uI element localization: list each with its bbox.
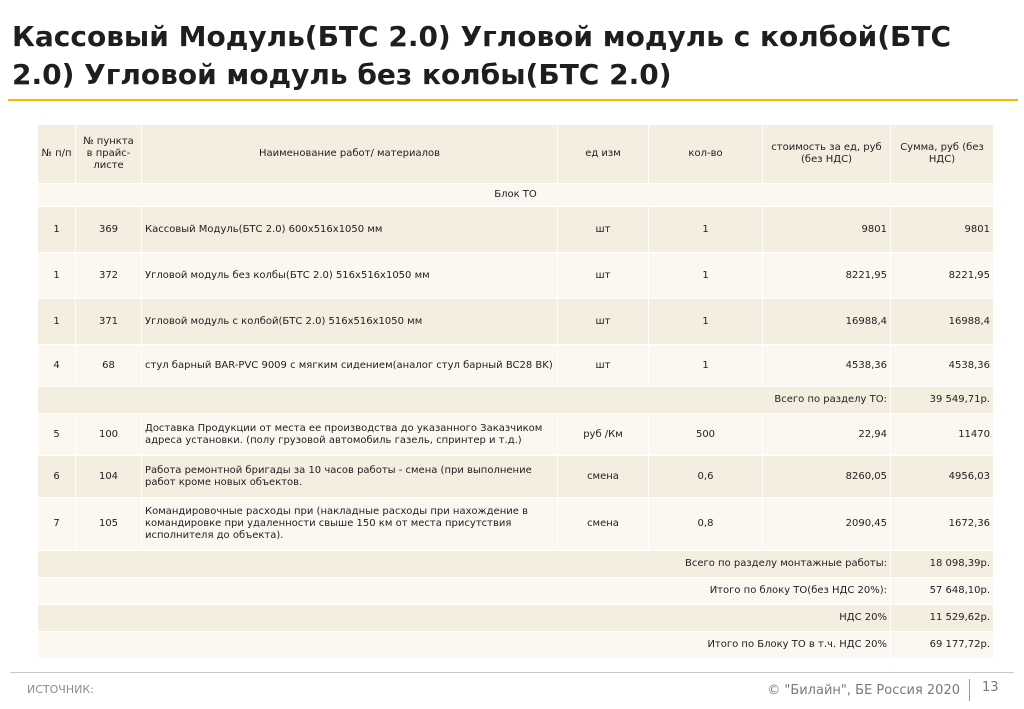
cell-name: Угловой модуль без колбы(БТС 2.0) 516x516x1050 мм <box>142 253 558 299</box>
cell-sum: 4956,03 <box>891 456 994 498</box>
cell-num: 1 <box>38 299 76 345</box>
page-number-divider <box>969 679 970 701</box>
page-title: Кассовый Модуль(БТС 2.0) Угловой модуль с колбой(БТС 2.0) Угловой модуль без колбы(БТС 2.0) <box>12 20 951 91</box>
total-row-with-vat <box>38 632 994 659</box>
cell-sum: 4538,36 <box>891 345 994 387</box>
total-value: 11 529,62р. <box>891 605 994 632</box>
cell-name: Угловой модуль с колбой(БТС 2.0) 516x516x1050 мм <box>142 299 558 345</box>
total-value: 69 177,72р. <box>891 632 994 659</box>
cell-price: 4538,36 <box>763 345 891 387</box>
table-row <box>38 345 994 387</box>
total-row-vat <box>38 605 994 632</box>
table-row <box>38 498 994 551</box>
source-label: ИСТОЧНИК: <box>27 683 94 696</box>
cell-price: 22,94 <box>763 414 891 456</box>
cell-qty: 0,8 <box>649 498 763 551</box>
cell-price: 2090,45 <box>763 498 891 551</box>
total-row-without-vat <box>38 578 994 605</box>
cell-unit: шт <box>558 207 649 253</box>
block-row <box>38 184 994 207</box>
cell-ref: 371 <box>76 299 142 345</box>
header-qty: кол-во <box>649 125 763 184</box>
cell-name: Командировочные расходы при (накладные расходы при нахождение в командировке при удаленности свыше 150 км от места присутствия исполнителя до объекта). <box>142 498 558 551</box>
cell-num: 7 <box>38 498 76 551</box>
table-header-row <box>38 125 994 184</box>
table-row <box>38 253 994 299</box>
section-total-value: 39 549,71р. <box>891 387 994 414</box>
cell-ref: 105 <box>76 498 142 551</box>
cell-qty: 0,6 <box>649 456 763 498</box>
cell-sum: 8221,95 <box>891 253 994 299</box>
total-label: НДС 20% <box>38 605 891 632</box>
cell-num: 4 <box>38 345 76 387</box>
copyright-text: © "Билайн", БЕ Россия 2020 <box>767 683 960 698</box>
cell-unit: шт <box>558 345 649 387</box>
total-label: Итого по блоку ТО(без НДС 20%): <box>38 578 891 605</box>
cell-qty: 500 <box>649 414 763 456</box>
cell-unit: руб /Км <box>558 414 649 456</box>
header-unit: ед изм <box>558 125 649 184</box>
cell-qty: 1 <box>649 253 763 299</box>
cell-ref: 68 <box>76 345 142 387</box>
header-price: стоимость за ед, руб (без НДС) <box>763 125 891 184</box>
cell-qty: 1 <box>649 299 763 345</box>
cell-sum: 1672,36 <box>891 498 994 551</box>
cell-qty: 1 <box>649 207 763 253</box>
cell-price: 8260,05 <box>763 456 891 498</box>
block-label: Блок ТО <box>38 184 994 207</box>
page-number: 13 <box>982 680 999 695</box>
cell-price: 8221,95 <box>763 253 891 299</box>
table-row <box>38 207 994 253</box>
cell-num: 1 <box>38 207 76 253</box>
estimate-table <box>37 124 994 659</box>
cell-qty: 1 <box>649 345 763 387</box>
cell-name: Работа ремонтной бригады за 10 часов работы - смена (при выполнение работ кроме новых объектов. <box>142 456 558 498</box>
header-num: № п/п <box>38 125 76 184</box>
total-value: 57 648,10р. <box>891 578 994 605</box>
cell-num: 6 <box>38 456 76 498</box>
cell-sum: 11470 <box>891 414 994 456</box>
cell-price: 9801 <box>763 207 891 253</box>
cell-ref: 369 <box>76 207 142 253</box>
cell-sum: 16988,4 <box>891 299 994 345</box>
table-row <box>38 456 994 498</box>
cell-ref: 372 <box>76 253 142 299</box>
table-row <box>38 414 994 456</box>
cell-unit: шт <box>558 299 649 345</box>
cell-name: стул барный BAR-PVC 9009 с мягким сидением(аналог стул барный BC28 BK) <box>142 345 558 387</box>
title-divider <box>8 99 1018 101</box>
cell-unit: смена <box>558 498 649 551</box>
cell-num: 5 <box>38 414 76 456</box>
cell-name: Кассовый Модуль(БТС 2.0) 600x516x1050 мм <box>142 207 558 253</box>
cell-ref: 104 <box>76 456 142 498</box>
header-name: Наименование работ/ материалов <box>142 125 558 184</box>
section-total-label: Всего по разделу ТО: <box>38 387 891 414</box>
section-total-row <box>38 387 994 414</box>
cell-unit: шт <box>558 253 649 299</box>
total-value: 18 098,39р. <box>891 551 994 578</box>
cell-name: Доставка Продукции от места ее производства до указанного Заказчиком адреса установки. (полу грузовой автомобиль газель, спринтер и т.д.) <box>142 414 558 456</box>
cell-num: 1 <box>38 253 76 299</box>
cell-ref: 100 <box>76 414 142 456</box>
header-ref: № пункта в прайс-листе <box>76 125 142 184</box>
header-sum: Сумма, руб (без НДС) <box>891 125 994 184</box>
total-row-installation <box>38 551 994 578</box>
cell-price: 16988,4 <box>763 299 891 345</box>
total-label: Всего по разделу монтажные работы: <box>38 551 891 578</box>
footer-divider <box>10 672 1014 673</box>
table-row <box>38 299 994 345</box>
total-label: Итого по Блоку ТО в т.ч. НДС 20% <box>38 632 891 659</box>
cell-unit: смена <box>558 456 649 498</box>
cell-sum: 9801 <box>891 207 994 253</box>
